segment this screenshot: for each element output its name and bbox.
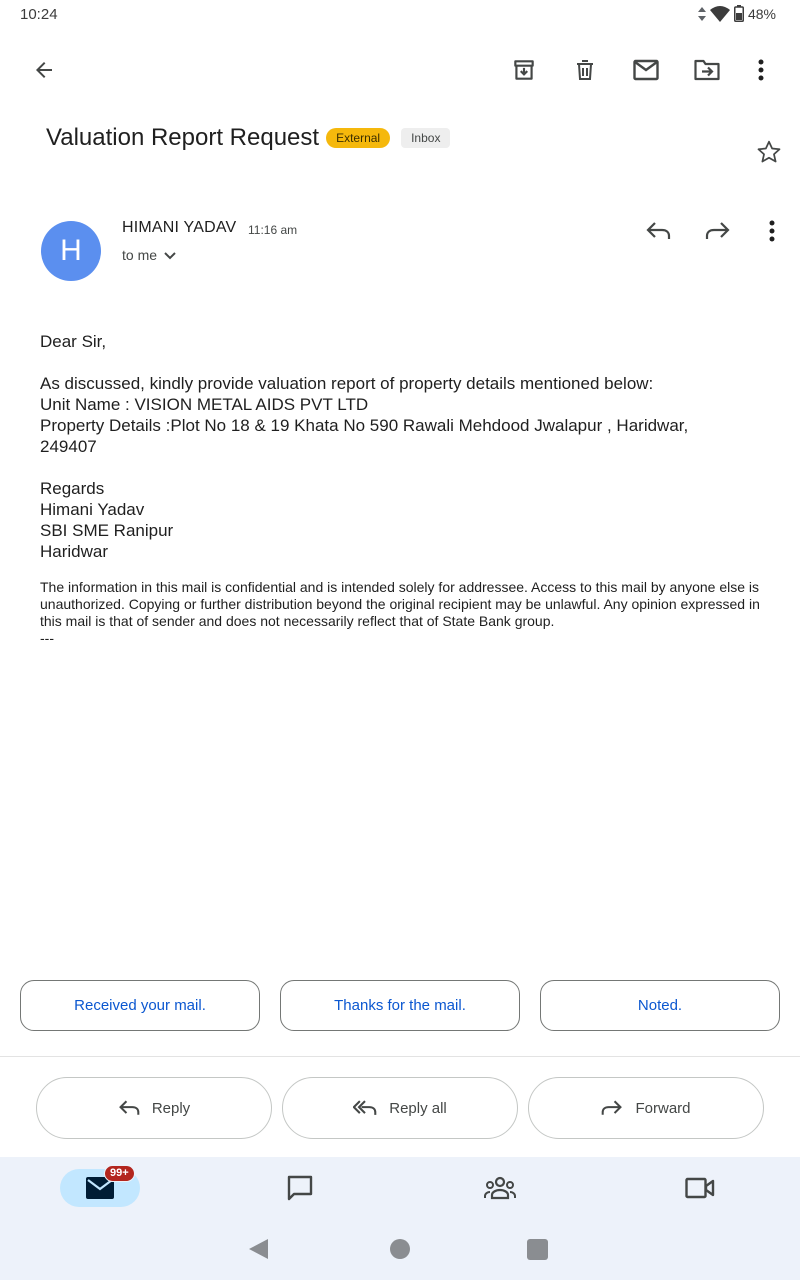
- bottom-navigation: [0, 1157, 800, 1280]
- signature-line: SBI SME Ranipur: [40, 521, 174, 540]
- reply-button[interactable]: [36, 1077, 272, 1139]
- forward-icon: [705, 221, 731, 241]
- recipient-details-toggle[interactable]: [122, 247, 177, 263]
- mark-unread-button[interactable]: [622, 46, 670, 94]
- reply-icon: [118, 1099, 140, 1117]
- arrow-back-icon: [32, 58, 56, 82]
- back-button[interactable]: [20, 46, 68, 94]
- avatar[interactable]: H: [41, 221, 101, 281]
- mail-icon: [633, 59, 659, 81]
- wifi-icon: [710, 6, 730, 22]
- inbox-label[interactable]: Inbox: [401, 128, 450, 148]
- forward-label: Forward: [635, 1099, 691, 1117]
- battery-icon: [734, 5, 744, 22]
- nav-spaces[interactable]: [460, 1169, 540, 1207]
- forward-button-header[interactable]: [694, 207, 742, 255]
- star-button[interactable]: [745, 128, 793, 176]
- forward-button[interactable]: [528, 1077, 764, 1139]
- chat-icon: [286, 1174, 314, 1202]
- status-icons: [698, 5, 776, 22]
- more-vert-icon: [769, 220, 775, 242]
- reply-all-button[interactable]: [282, 1077, 518, 1139]
- trash-icon: [573, 58, 597, 82]
- archive-icon: [511, 57, 537, 83]
- delete-button[interactable]: [561, 46, 609, 94]
- signature-line: Regards: [40, 479, 105, 498]
- video-camera-icon: [685, 1177, 715, 1199]
- smart-reply-chip[interactable]: Received your mail.: [20, 980, 260, 1031]
- reply-button-header[interactable]: [634, 207, 682, 255]
- nav-chat[interactable]: [260, 1169, 340, 1207]
- subject-line: [46, 124, 450, 152]
- system-recents-button[interactable]: [527, 1239, 548, 1260]
- forward-icon: [601, 1099, 623, 1117]
- reply-all-label: Reply all: [389, 1099, 447, 1117]
- disclaimer-text: The information in this mail is confidential and is intended solely for addressee. Access to this mail by anyone else is unauthorized. Copying or further distribution beyond the original recipient may be unlawful. Any opinion expressed in this mail is that of sender and does not necessarily reflect that of State Bank group.: [40, 579, 760, 629]
- sender-name: HIMANI YADAV: [122, 219, 237, 236]
- more-options-button[interactable]: [737, 46, 785, 94]
- reply-label: Reply: [151, 1099, 191, 1117]
- smart-reply-chip[interactable]: Noted.: [540, 980, 780, 1031]
- more-vert-icon: [758, 59, 764, 81]
- data-arrows-icon: [698, 7, 706, 21]
- body-line: Unit Name : VISION METAL AIDS PVT LTD: [40, 395, 369, 414]
- body-line: As discussed, kindly provide valuation report of property details mentioned below:: [40, 374, 654, 393]
- unread-count-badge: 99+: [104, 1165, 135, 1182]
- separator: ---: [40, 630, 54, 646]
- disclaimer: [40, 579, 760, 647]
- circle-home-icon: [389, 1238, 411, 1260]
- recipient-label: to me: [122, 247, 158, 263]
- subject-title: Valuation Report Request: [46, 124, 320, 151]
- people-icon: [484, 1176, 516, 1200]
- divider: [0, 1056, 800, 1057]
- reply-all-icon: [353, 1099, 377, 1117]
- nav-meet[interactable]: [660, 1169, 740, 1207]
- triangle-back-icon: [246, 1237, 270, 1261]
- message-body: [40, 331, 740, 562]
- external-badge: External: [326, 128, 390, 148]
- archive-button[interactable]: [500, 46, 548, 94]
- signature-line: Haridwar: [40, 542, 109, 561]
- move-to-button[interactable]: [683, 46, 731, 94]
- signature-line: Himani Yadav: [40, 500, 145, 519]
- sent-time: 11:16 am: [248, 223, 298, 237]
- star-icon: [756, 139, 782, 165]
- move-to-folder-icon: [694, 58, 720, 82]
- system-back-button[interactable]: [246, 1237, 270, 1261]
- reply-icon: [645, 221, 671, 241]
- chevron-down-icon: [163, 250, 177, 260]
- body-line: Property Details :Plot No 18 & 19 Khata No 590 Rawali Mehdood Jwalapur , Haridwar, 249407: [40, 416, 689, 456]
- status-time: 10:24: [20, 6, 58, 23]
- system-home-button[interactable]: [389, 1238, 411, 1260]
- message-more-button[interactable]: [748, 207, 796, 255]
- greeting: Dear Sir,: [40, 332, 107, 351]
- battery-percent: 48%: [747, 5, 776, 22]
- smart-reply-chip[interactable]: Thanks for the mail.: [280, 980, 520, 1031]
- square-recents-icon: [527, 1239, 548, 1260]
